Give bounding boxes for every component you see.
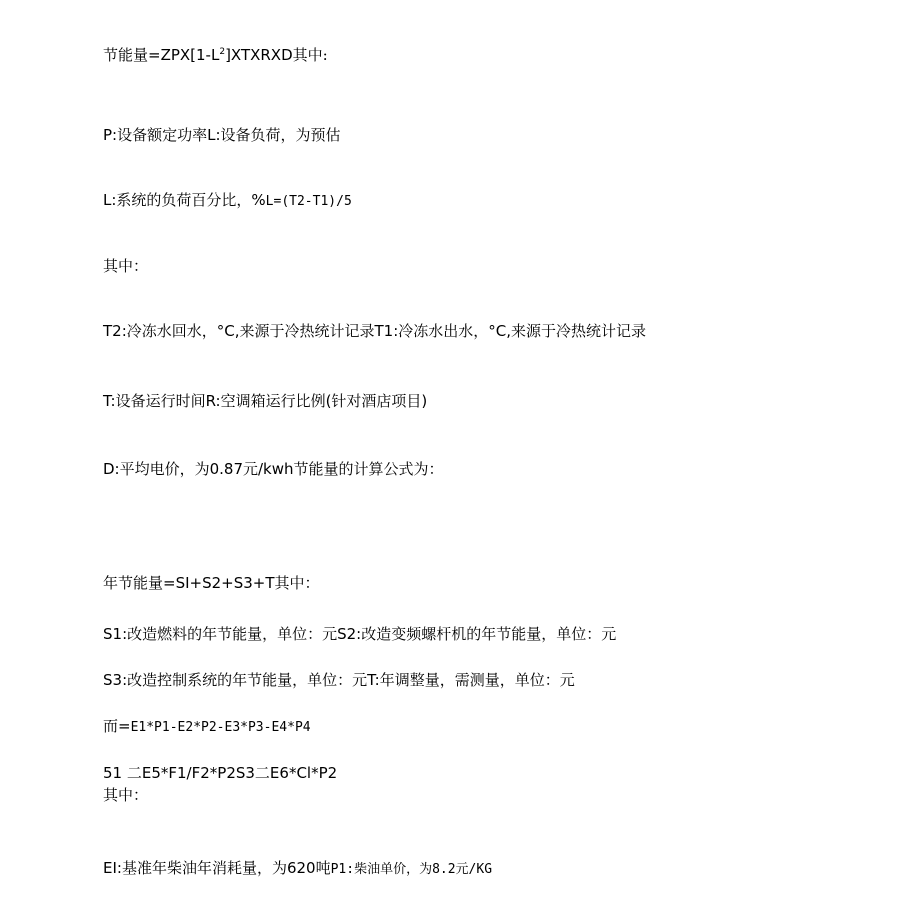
formula-exponent: 2: [219, 47, 226, 57]
formula-intro: 节能量的计算公式为：: [293, 460, 444, 478]
formula-annual-saving: [103, 574, 320, 592]
formula-text: 节能量=ZPX[1-L: [103, 46, 220, 64]
formula-s1-s3: 51 二E5*F1/F2*P2S3二E6*Cl*P2: [103, 764, 338, 782]
definition-s1-s2: S1:改造燃料的年节能量，单位：元S2:改造变频螺杆机的年节能量，单位：元: [103, 625, 617, 643]
definition-t2-t1: T2:冷冻水回水，°C,来源于冷热统计记录T1:冷冻水出水，°C,来源于冷热统计记录: [103, 322, 647, 340]
definition-load-percentage: [103, 191, 352, 211]
formula-where: 其中：: [274, 574, 320, 592]
definition-d: [103, 460, 444, 478]
formula-e-p: [103, 717, 311, 737]
definition-p-l: P:设备额定功率L:设备负荷，为预估: [103, 126, 341, 144]
formula-text: 年节能量=SI+S2+S3+T: [103, 574, 275, 592]
definition-e1-p1: [103, 859, 492, 879]
formula-energy-saving: [103, 46, 328, 64]
where-label: 其中：: [103, 786, 149, 804]
formula-prefix: 而=: [103, 717, 131, 735]
definition-s3-t: S3:改造控制系统的年节能量，单位：元T:年调整量，需测量，单位：元: [103, 671, 575, 689]
where-label: 其中：: [103, 257, 149, 275]
definition-text: L:系统的负荷百分比，%: [103, 191, 266, 209]
formula-where: 其中:: [292, 46, 328, 64]
definition-t-r: T:设备运行时间R:空调箱运行比例(针对酒店项目): [103, 392, 428, 410]
formula-expression: E1*P1-E2*P2-E3*P3-E4*P4: [130, 720, 311, 735]
definition-text: D:平均电价，为0.87元/kwh: [103, 460, 294, 478]
definition-formula: P1:柴油单价，为8.2元/KG: [330, 862, 493, 877]
definition-formula: L=(T2-T1)/5: [265, 194, 352, 209]
formula-text-tail: ]XTXRXD: [225, 46, 293, 64]
definition-text: EI:基准年柴油年消耗量，为620吨: [103, 859, 331, 877]
